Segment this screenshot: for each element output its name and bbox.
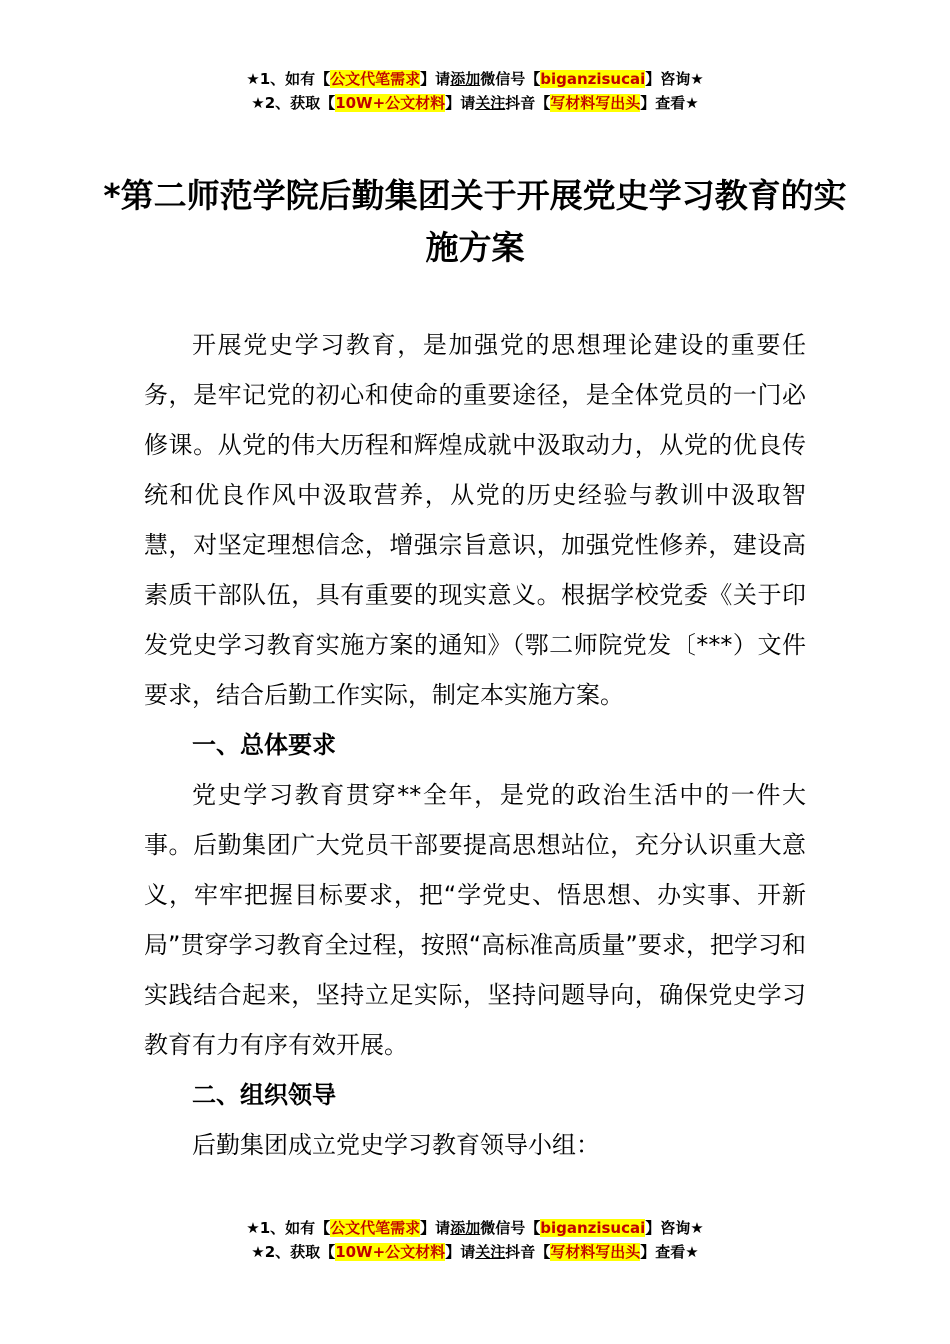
section-heading-1: 一、总体要求: [192, 731, 336, 759]
promo-text: ★1、如有【: [246, 70, 331, 88]
promo-highlight: 10W+公文材料: [335, 94, 446, 112]
promo-text: 】咨询★: [645, 1219, 704, 1237]
promo-highlight: 公文代笔需求: [330, 70, 421, 88]
promo-text: 】查看★: [640, 94, 699, 112]
promo-highlight: 公文代笔需求: [330, 1219, 421, 1237]
promo-banner-bottom: [0, 1216, 950, 1264]
section-heading-2: 二、组织领导: [192, 1081, 336, 1109]
promo-text: 】咨询★: [645, 70, 704, 88]
promo-line-2: [0, 1240, 950, 1264]
promo-highlight: biganzisucai: [540, 1219, 646, 1237]
promo-text: 微信号【: [480, 1219, 541, 1237]
intro-paragraph: 开展党史学习教育，是加强党的思想理论建设的重要任务，是牢记党的初心和使命的重要途径，是全体党员的一门必修课。从党的伟大历程和辉煌成就中汲取动力，从党的优良传统和优良作风中汲取营养，从党的历史经验与教训中汲取智慧，对坚定理想信念，增强宗旨意识，加强党性修养，建设高素质干部队伍，具有重要的现实意义。根据学校党委《关于印发党史学习教育实施方案的通知》（鄂二师院党发〔***）文件要求，结合后勤工作实际，制定本实施方案。: [144, 331, 806, 709]
promo-underline: 关注: [475, 1243, 506, 1261]
document-title: *第二师范学院后勤集团关于开展党史学习教育的实施方案: [103, 176, 847, 267]
promo-text: 】请: [445, 94, 476, 112]
promo-text: 】请: [420, 70, 451, 88]
promo-line-1: [0, 67, 950, 91]
promo-text: ★1、如有【: [246, 1219, 331, 1237]
promo-line-2: [0, 91, 950, 115]
promo-text: 】请: [445, 1243, 476, 1261]
promo-text: 】查看★: [640, 1243, 699, 1261]
document-body: [144, 320, 806, 1170]
promo-text: 抖音【: [505, 1243, 551, 1261]
promo-line-1: [0, 1216, 950, 1240]
promo-underline: 添加: [450, 70, 481, 88]
promo-text: 抖音【: [505, 94, 551, 112]
promo-text: 】请: [420, 1219, 451, 1237]
section-paragraph-2: 后勤集团成立党史学习教育领导小组：: [192, 1131, 600, 1159]
promo-banner-top: [0, 67, 950, 115]
promo-text: 微信号【: [480, 70, 541, 88]
promo-underline: 关注: [475, 94, 506, 112]
promo-highlight: biganzisucai: [540, 70, 646, 88]
section-paragraph-1: 党史学习教育贯穿**全年，是党的政治生活中的一件大事。后勤集团广大党员干部要提高思想站位，充分认识重大意义，牢牢把握目标要求，把“学党史、悟思想、办实事、开新局”贯穿学习教育全过程，按照“高标准高质量”要求，把学习和实践结合起来，坚持立足实际，坚持问题导向，确保党史学习教育有力有序有效开展。: [144, 781, 806, 1059]
promo-highlight: 写材料写出头: [550, 94, 641, 112]
promo-highlight: 10W+公文材料: [335, 1243, 446, 1261]
promo-text: ★2、获取【: [251, 94, 336, 112]
promo-highlight: 写材料写出头: [550, 1243, 641, 1261]
promo-text: ★2、获取【: [251, 1243, 336, 1261]
promo-underline: 添加: [450, 1219, 481, 1237]
